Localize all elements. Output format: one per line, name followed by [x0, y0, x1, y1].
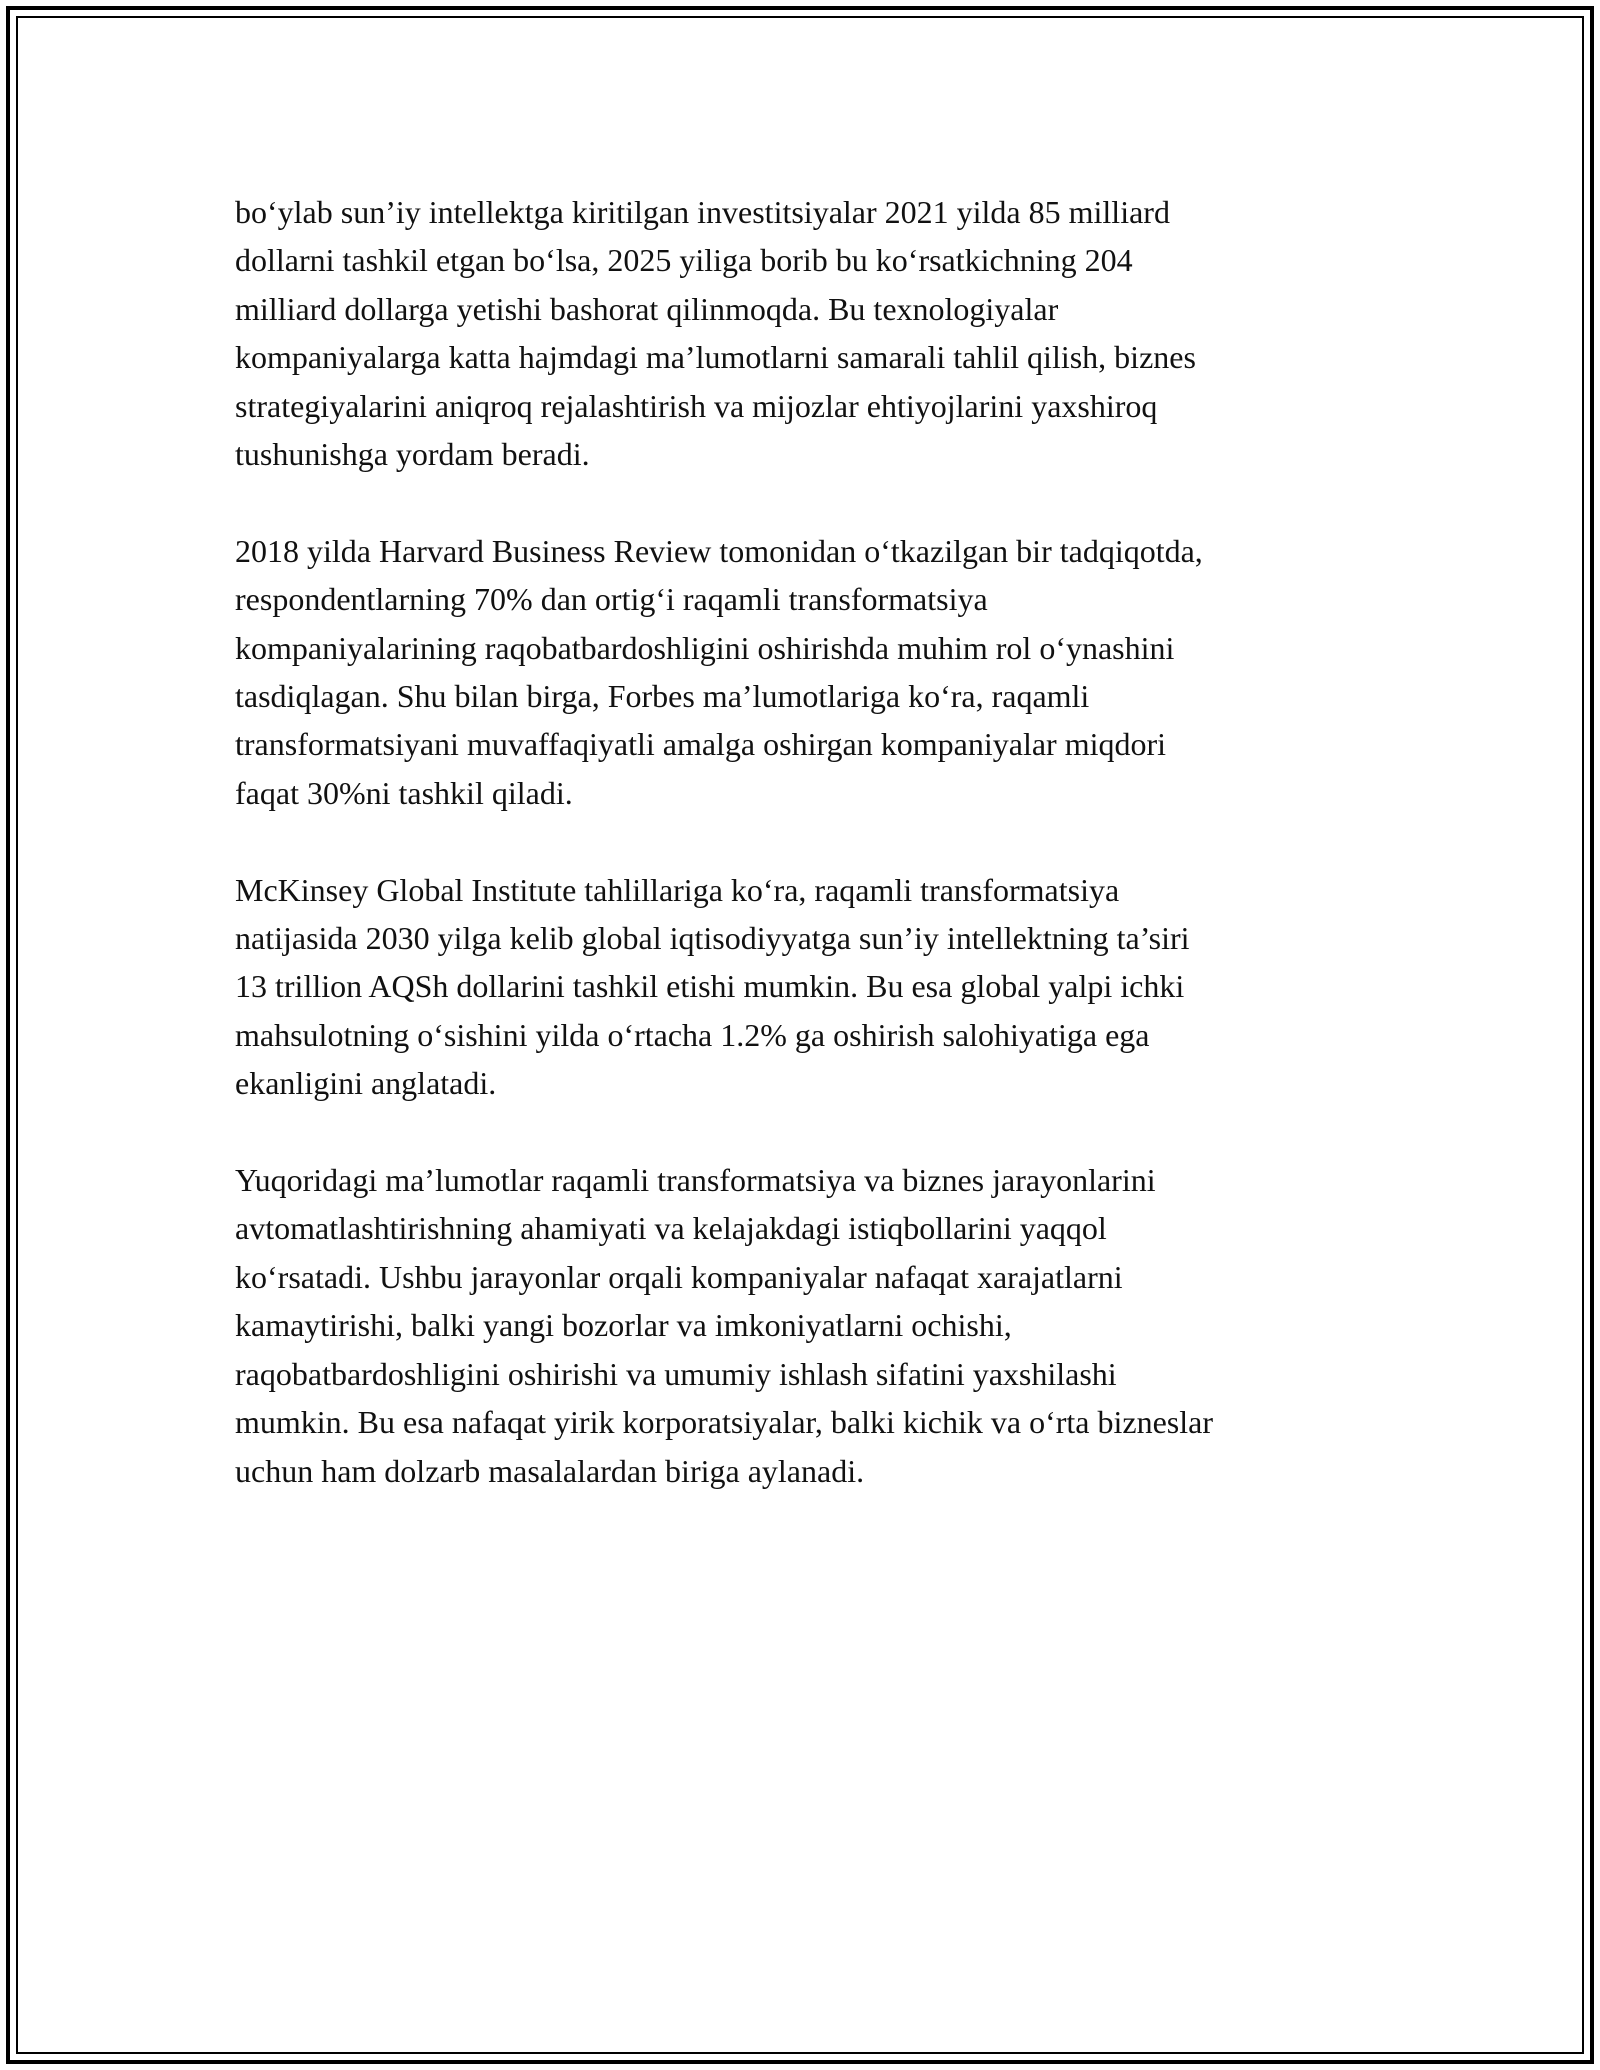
text-line: dollarni tashkil etgan bo‘lsa, 2025 yiliga borib bu ko‘rsatkichning 204	[235, 242, 1133, 279]
paragraph-conclusion	[235, 1156, 1370, 1495]
text-line: 2018 yilda Harvard Business Review tomonidan o‘tkazilgan bir tadqiqotda,	[235, 532, 1203, 569]
text-line: tushunishga yordam beradi.	[235, 436, 590, 473]
text-line: strategiyalarini aniqroq rejalashtirish va mijozlar ehtiyojlarini yaxshiroq	[235, 387, 1158, 424]
text-line: natijasida 2030 yilga kelib global iqtisodiyyatga sun’iy intellektning ta’siri	[235, 920, 1190, 957]
text-line: mahsulotning o‘sishini yilda o‘rtacha 1.2% ga oshirish salohiyatiga ega	[235, 1016, 1150, 1053]
text-line: ko‘rsatadi. Ushbu jarayonlar orqali kompaniyalar nafaqat xarajatlarni	[235, 1258, 1123, 1295]
document-body	[235, 188, 1370, 1543]
text-line: transformatsiyani muvaffaqiyatli amalga oshirgan kompaniyalar miqdori	[235, 726, 1167, 763]
text-line: mumkin. Bu esa nafaqat yirik korporatsiyalar, balki kichik va o‘rta bizneslar	[235, 1404, 1213, 1441]
text-line: Yuqoridagi ma’lumotlar raqamli transformatsiya va biznes jarayonlarini	[235, 1162, 1156, 1199]
text-line: uchun ham dolzarb masalalardan biriga aylanadi.	[235, 1452, 865, 1489]
text-line: milliard dollarga yetishi bashorat qilinmoqda. Bu texnologiyalar	[235, 290, 1059, 327]
text-line: McKinsey Global Institute tahlillariga ko‘ra, raqamli transformatsiya	[235, 871, 1120, 908]
paragraph-mckinsey	[235, 866, 1370, 1108]
text-line: bo‘ylab sun’iy intellektga kiritilgan investitsiyalar 2021 yilda 85 milliard	[235, 194, 1170, 230]
paragraph-ai-investment	[235, 188, 1370, 478]
text-line: faqat 30%ni tashkil qiladi.	[235, 774, 573, 811]
text-line: tasdiqlagan. Shu bilan birga, Forbes ma’lumotlariga ko‘ra, raqamli	[235, 678, 1090, 715]
text-line: ekanligini anglatadi.	[235, 1065, 497, 1102]
text-line: kompaniyalarga katta hajmdagi ma’lumotlarni samarali tahlil qilish, biznes	[235, 339, 1196, 376]
text-line: raqobatbardoshligini oshirishi va umumiy ishlash sifatini yaxshilashi	[235, 1355, 1117, 1392]
text-line: 13 trillion AQSh dollarini tashkil etishi mumkin. Bu esa global yalpi ichki	[235, 968, 1185, 1005]
paragraph-hbr-study	[235, 527, 1370, 817]
text-line: kompaniyalarining raqobatbardoshligini oshirishda muhim rol o‘ynashini	[235, 629, 1175, 666]
text-line: respondentlarning 70% dan ortig‘i raqamli transformatsiya	[235, 581, 988, 618]
text-line: avtomatlashtirishning ahamiyati va kelajakdagi istiqbollarini yaqqol	[235, 1210, 1107, 1247]
text-line: kamaytirishi, balki yangi bozorlar va imkoniyatlarni ochishi,	[235, 1307, 1012, 1344]
